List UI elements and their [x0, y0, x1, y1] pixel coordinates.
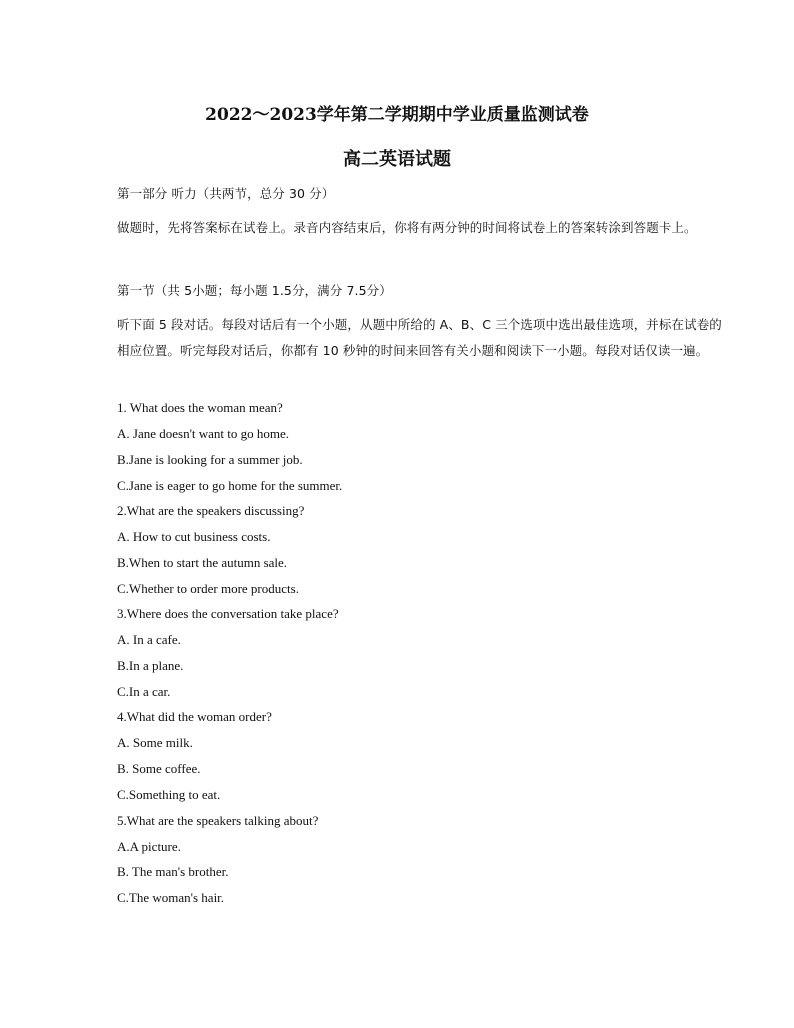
question-2-option-b: B.When to start the autumn sale. — [117, 555, 288, 570]
question-5-option-a: A.A picture. — [117, 839, 181, 854]
question-2-stem: 2.What are the speakers discussing? — [117, 503, 305, 518]
part1-heading: 第一部分 听力（共两节，总分 30 分） — [117, 186, 335, 201]
question-4-option-c: C.Something to eat. — [117, 787, 221, 802]
question-3-option-a: A. In a cafe. — [117, 632, 181, 647]
question-3-option-b: B.In a plane. — [117, 658, 184, 673]
question-5-option-b: B. The man's brother. — [117, 864, 229, 879]
question-5-stem: 5.What are the speakers talking about? — [117, 813, 319, 828]
part1-instruction: 做题时，先将答案标在试卷上。录音内容结束后，你将有两分钟的时间将试卷上的答案转涂到答题卡上。 — [117, 220, 697, 235]
question-3-stem: 3.Where does the conversation take place? — [117, 606, 339, 621]
question-5-option-c: C.The woman's hair. — [117, 890, 225, 905]
question-1-option-a: A. Jane doesn't want to go home. — [117, 426, 290, 441]
question-4-option-a: A. Some milk. — [117, 735, 193, 750]
exam-title: 2022～2023学年第二学期期中学业质量监测试卷 — [205, 105, 589, 125]
question-1-option-c: C.Jane is eager to go home for the summer. — [117, 478, 343, 493]
question-3-option-c: C.In a car. — [117, 684, 171, 699]
exam-subtitle: 高二英语试题 — [343, 149, 451, 170]
question-4-option-b: B. Some coffee. — [117, 761, 201, 776]
question-1-option-b: B.Jane is looking for a summer job. — [117, 452, 303, 467]
question-1-stem: 1. What does the woman mean? — [117, 400, 283, 415]
section1-instruction: 听下面 5 段对话。每段对话后有一个小题，从题中所给的 A、B、C 三个选项中选出最佳选项，并标在试卷的相应位置。听完每段对话后，你都有 10 秒钟的时间来回答有关小题和阅读下一小题。每段对话仅读一遍。 — [117, 317, 722, 358]
question-2-option-a: A. How to cut business costs. — [117, 529, 271, 544]
question-4-stem: 4.What did the woman order? — [117, 709, 272, 724]
section1-heading: 第一节（共 5小题；每小题 1.5分，满分 7.5分） — [117, 283, 392, 298]
question-2-option-c: C.Whether to order more products. — [117, 581, 299, 596]
